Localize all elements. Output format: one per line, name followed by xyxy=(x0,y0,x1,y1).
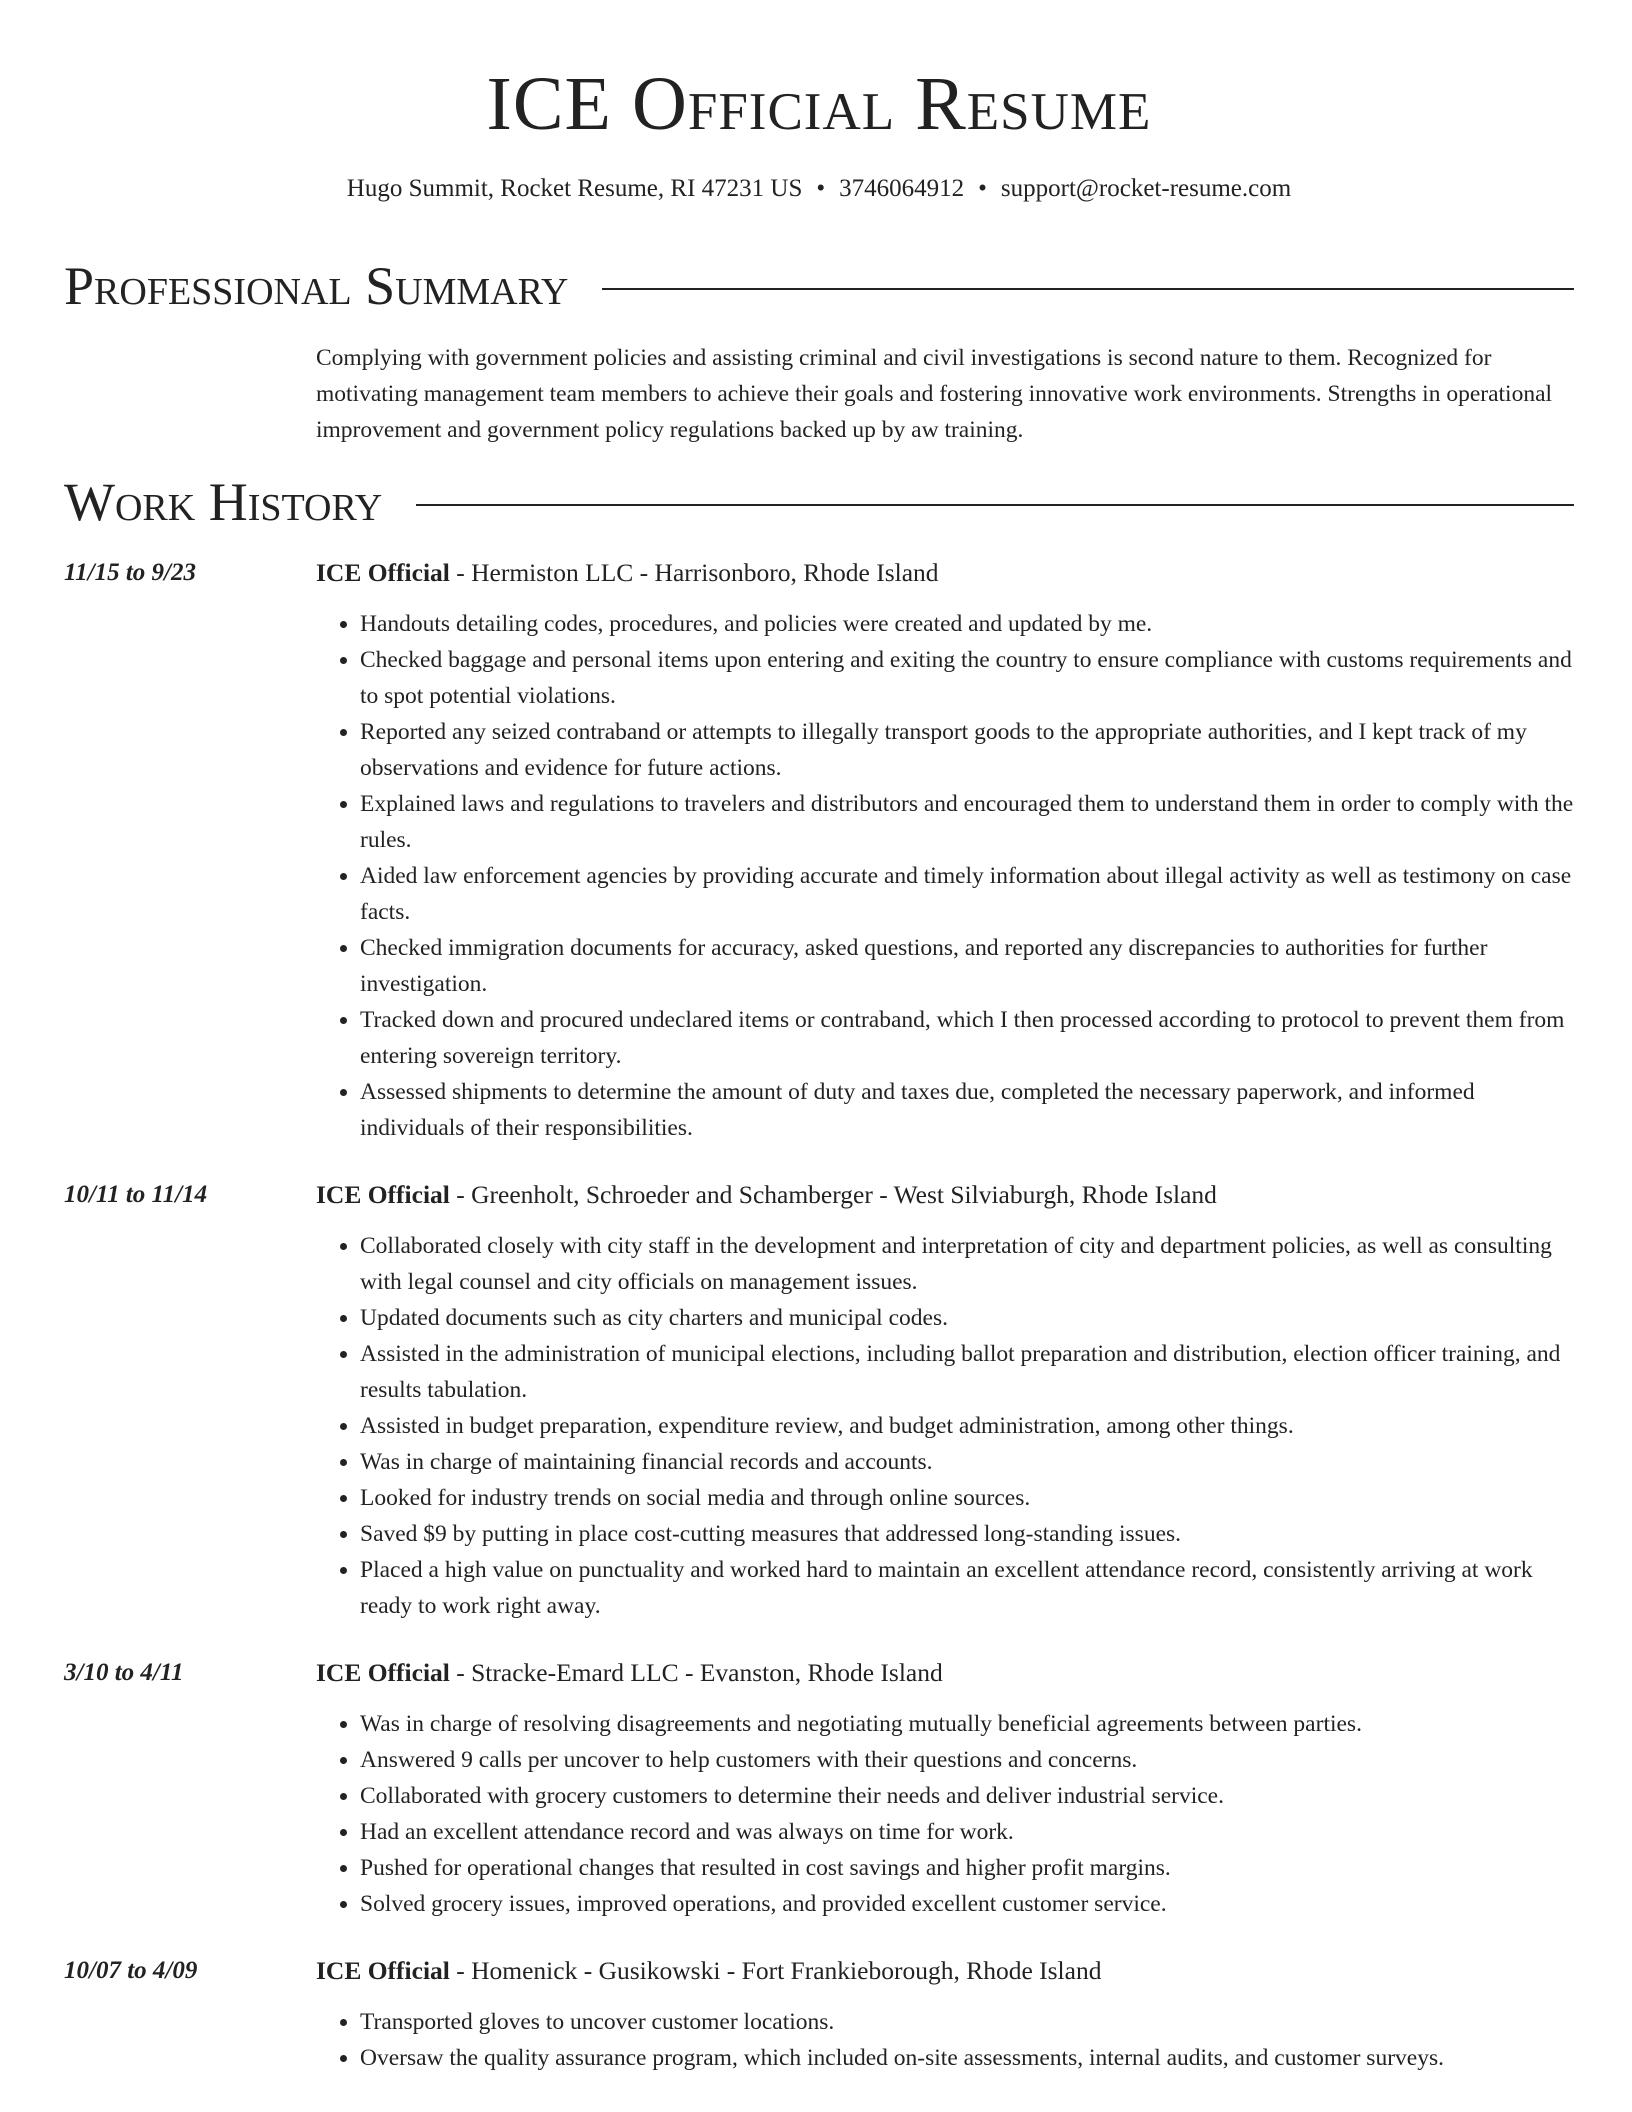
contact-separator: • xyxy=(978,175,987,202)
job-bullet-item: • Explained laws and regulations to travelers and distributors and encouraged them to understand them in order to comply with the rules. xyxy=(360,786,1574,858)
job-title: ICE Official xyxy=(316,558,450,587)
contact-address: Hugo Summit, Rocket Resume, RI 47231 US xyxy=(346,175,803,202)
job-bullet-item: • Aided law enforcement agencies by providing accurate and timely information about illegal activity as well as testimony on case facts. xyxy=(360,858,1574,930)
job-employer-location: - Hermiston LLC - Harrisonboro, Rhode Island xyxy=(449,558,939,587)
job-bullet-item: • Tracked down and procured undeclared items or contraband, which I then processed according to protocol to prevent them from entering sovereign territory. xyxy=(360,1002,1574,1074)
job-bullet-item: • Reported any seized contraband or attempts to illegally transport goods to the appropriate authorities, and I kept track of my observations and evidence for future actions. xyxy=(360,714,1574,786)
contact-line xyxy=(64,172,1574,206)
job-body xyxy=(316,1178,1574,1624)
job-bullet-list xyxy=(316,1706,1574,1922)
job-bullet-list xyxy=(316,1228,1574,1624)
summary-heading: Professional Summary xyxy=(64,256,569,316)
work-history-heading: Work History xyxy=(64,472,383,532)
job-dates: 10/11 to 11/14 xyxy=(64,1181,208,1208)
job-bullet-item: • Transported gloves to uncover customer locations. xyxy=(360,2004,1574,2040)
section-divider xyxy=(602,288,1574,290)
job-bullet-list xyxy=(316,606,1574,1146)
job-entry xyxy=(64,1954,1574,2076)
section-divider xyxy=(416,504,1574,506)
job-entry xyxy=(64,1656,1574,1922)
job-bullet-item: • Updated documents such as city charters and municipal codes. xyxy=(360,1300,1574,1336)
job-bullet-item: • Collaborated closely with city staff in the development and interpretation of city and department policies, as well as consulting with legal counsel and city officials on management issues. xyxy=(360,1228,1574,1300)
resume-title: ICE Official Resume xyxy=(486,62,1152,146)
job-dates: 10/07 to 4/09 xyxy=(64,1957,198,1984)
job-heading xyxy=(316,1656,1574,1690)
job-heading xyxy=(316,1178,1574,1212)
summary-text: Complying with government policies and assisting criminal and civil investigations is second nature to them. Recognized for motivating management team members to achieve their goals and fostering innovative work environments. Strengths in operational improvement and government policy regulations backed up by aw training. xyxy=(316,345,1553,443)
job-bullet-item: • Saved $9 by putting in place cost-cutting measures that addressed long-standing issues. xyxy=(360,1516,1574,1552)
job-employer-location: - Homenick - Gusikowski - Fort Frankieborough, Rhode Island xyxy=(449,1956,1102,1985)
job-employer-location: - Stracke-Emard LLC - Evanston, Rhode Island xyxy=(449,1658,943,1687)
job-dates: 3/10 to 4/11 xyxy=(64,1659,184,1686)
job-entry xyxy=(64,1178,1574,1624)
job-bullet-item: • Assessed shipments to determine the amount of duty and taxes due, completed the necessary paperwork, and informed individuals of their responsibilities. xyxy=(360,1074,1574,1146)
work-history-list xyxy=(64,556,1574,2076)
job-bullet-item: • Collaborated with grocery customers to determine their needs and deliver industrial service. xyxy=(360,1778,1574,1814)
job-title: ICE Official xyxy=(316,1956,450,1985)
job-bullet-list xyxy=(316,2004,1574,2076)
job-bullet-item: • Checked immigration documents for accuracy, asked questions, and reported any discrepancies to authorities for further investigation. xyxy=(360,930,1574,1002)
resume-page xyxy=(64,56,1574,2076)
job-bullet-item: • Oversaw the quality assurance program, which included on-site assessments, internal audits, and customer surveys. xyxy=(360,2040,1574,2076)
job-title: ICE Official xyxy=(316,1658,450,1687)
job-body xyxy=(316,1954,1574,2076)
job-dates: 11/15 to 9/23 xyxy=(64,559,196,586)
job-entry xyxy=(64,556,1574,1146)
job-bullet-item: • Pushed for operational changes that resulted in cost savings and higher profit margins. xyxy=(360,1850,1574,1886)
contact-phone: 3746064912 xyxy=(839,175,965,202)
job-bullet-item: • Assisted in budget preparation, expenditure review, and budget administration, among other things. xyxy=(360,1408,1574,1444)
contact-separator: • xyxy=(816,175,826,202)
work-history-section-heading xyxy=(64,470,1574,534)
summary-section-heading xyxy=(64,254,1574,318)
job-title: ICE Official xyxy=(316,1180,450,1209)
job-heading xyxy=(316,556,1574,590)
job-bullet-item: • Answered 9 calls per uncover to help customers with their questions and concerns. xyxy=(360,1742,1574,1778)
job-bullet-item: • Looked for industry trends on social media and through online sources. xyxy=(360,1480,1574,1516)
job-bullet-item: • Placed a high value on punctuality and worked hard to maintain an excellent attendance record, consistently arriving at work ready to work right away. xyxy=(360,1552,1574,1624)
contact-email[interactable]: support@rocket-resume.com xyxy=(1000,175,1292,202)
job-bullet-item: • Handouts detailing codes, procedures, and policies were created and updated by me. xyxy=(360,606,1574,642)
job-bullet-item: • Checked baggage and personal items upon entering and exiting the country to ensure compliance with customs requirements and to spot potential violations. xyxy=(360,642,1574,714)
job-bullet-item: • Was in charge of resolving disagreements and negotiating mutually beneficial agreements between parties. xyxy=(360,1706,1574,1742)
job-body xyxy=(316,556,1574,1146)
job-bullet-item: • Was in charge of maintaining financial records and accounts. xyxy=(360,1444,1574,1480)
job-employer-location: - Greenholt, Schroeder and Schamberger - West Silviaburgh, Rhode Island xyxy=(449,1180,1217,1209)
job-bullet-item: • Solved grocery issues, improved operations, and provided excellent customer service. xyxy=(360,1886,1574,1922)
job-body xyxy=(316,1656,1574,1922)
job-bullet-item: • Assisted in the administration of municipal elections, including ballot preparation and distribution, election officer training, and results tabulation. xyxy=(360,1336,1574,1408)
job-bullet-item: • Had an excellent attendance record and was always on time for work. xyxy=(360,1814,1574,1850)
job-heading xyxy=(316,1954,1574,1988)
